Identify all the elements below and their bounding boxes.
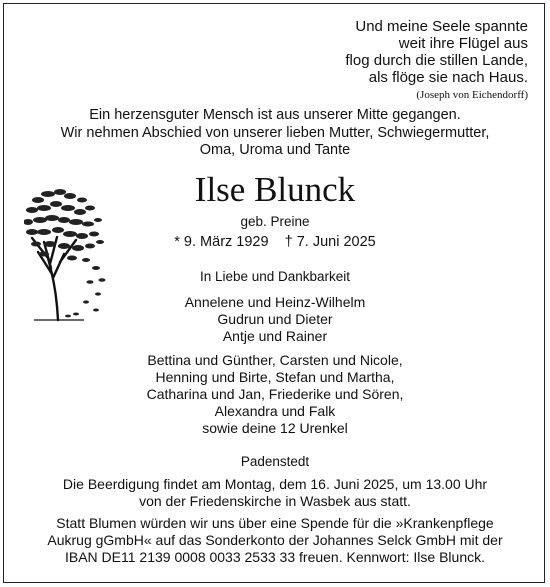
poem-author: (Joseph von Eichendorff) [416,89,528,101]
birth-name: geb. Preine [240,214,310,229]
mourner-line: Gudrun und Dieter [217,311,333,327]
poem-line: Und meine Seele spannte [355,18,528,35]
mourner-line: sowie deine 12 Urenkel [202,420,348,436]
intro-line: Ein herzensguter Mensch ist aus unserer Mitte gegangen. [89,107,461,123]
mourners-grandchildren [0,352,550,437]
donation-line: Aukrug gGmbH« auf das Sonderkonto der Johannes Selck GmbH mit der [47,532,503,548]
mourner-line: Antje und Rainer [222,328,328,344]
poem-line: flog durch die stillen Lande, [345,52,528,69]
mourners-children [0,294,550,345]
birth-date: * 9. März 1929 [174,234,269,250]
funeral-line: von der Friedenskirche in Wasbek aus statt. [139,493,411,509]
mourner-line: Annelene und Heinz-Wilhelm [184,294,366,310]
donation-info [0,515,550,566]
funeral-line: Die Beerdigung findet am Montag, dem 16. Juni 2025, um 13.00 Uhr [62,476,488,492]
intro-text [0,107,550,160]
donation-line: Statt Blumen würden wir uns über eine Spende für die »Krankenpflege [56,515,494,531]
life-dates [0,234,550,250]
intro-line: Wir nehmen Abschied von unserer lieben Mutter, Schwiegermutter, [60,124,490,141]
intro-line: Oma, Uroma und Tante [199,142,351,158]
mourners-heading: In Liebe und Dankbarkeit [199,269,351,284]
poem-block [345,18,528,104]
funeral-info [0,476,550,510]
mourner-line: Henning und Birte, Stefan und Martha, [155,369,395,385]
mourner-line: Catharina und Jan, Friederike und Sören, [146,386,404,402]
death-date: † 7. Juni 2025 [284,234,376,250]
donation-line: IBAN DE11 2139 0008 0033 2533 33 freuen. Kennwort: Ilse Blunck. [64,549,486,565]
deceased-name: Ilse Blunck [194,170,356,209]
poem-line: als flöge sie nach Haus. [368,69,528,86]
mourner-line: Bettina und Günther, Carsten und Nicole, [147,352,403,368]
place-name: Padenstedt [240,454,310,469]
mourner-line: Alexandra und Falk [214,403,336,419]
poem-line: weit ihre Flügel aus [398,35,528,52]
